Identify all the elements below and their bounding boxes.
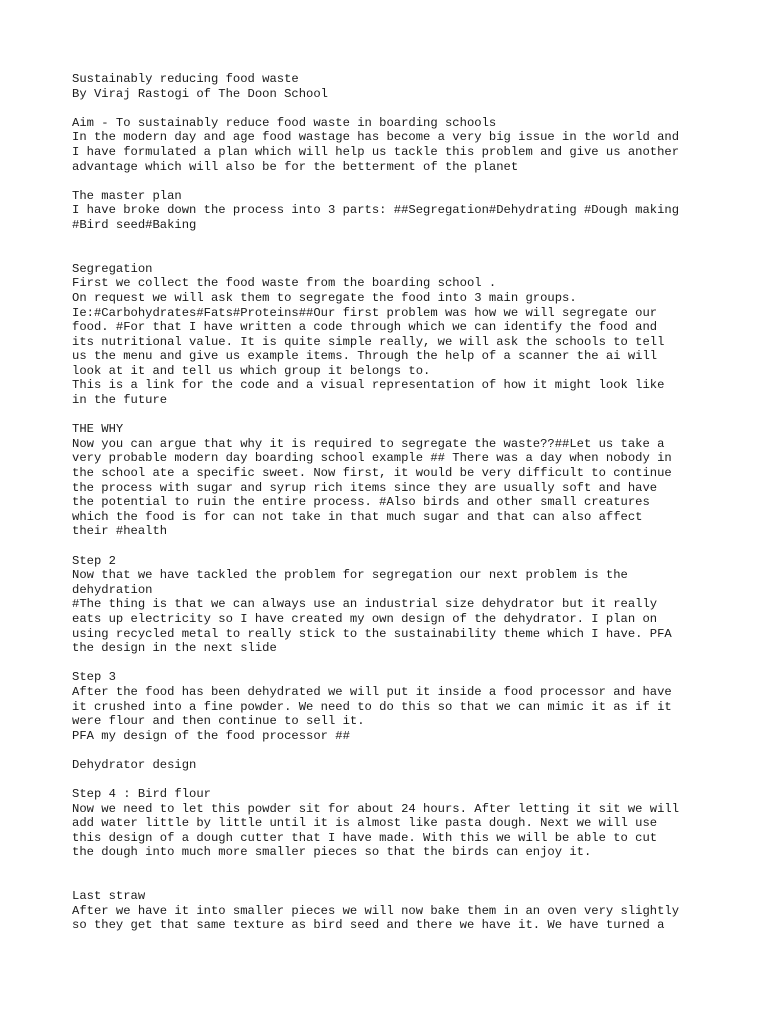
blank-line	[72, 408, 732, 423]
blank-line	[72, 743, 732, 758]
text-line: Step 3	[72, 670, 116, 685]
text-line: its nutritional value. It is quite simple really, we will ask the schools to tell	[72, 334, 665, 349]
text-line: #Bird seed#Baking	[72, 217, 197, 232]
text-line: Last straw	[72, 889, 146, 904]
text-line: the potential to ruin the entire process. #Also birds and other small creatures	[72, 495, 650, 510]
text-line: After the food has been dehydrated we will put it inside a food processor and have	[72, 684, 672, 699]
text-line: PFA my design of the food processor ##	[72, 728, 350, 743]
text-line: the design in the next slide	[72, 641, 277, 656]
text-line: Sustainably reducing food waste	[72, 72, 299, 86]
text-line: add water little by little until it is almost like pasta dough. Next we will use	[72, 816, 658, 831]
blank-line	[72, 773, 732, 788]
text-line: eats up electricity so I have created my own design of the dehydrator. I plan on	[72, 611, 658, 626]
blank-line	[72, 174, 732, 189]
text-line: I have formulated a plan which will help us tackle this problem and give us another	[72, 144, 680, 159]
blank-line	[72, 101, 732, 116]
text-line: the dough into much more smaller pieces so that the birds can enjoy it.	[72, 845, 592, 860]
text-line: in the future	[72, 393, 168, 408]
blank-line	[72, 539, 732, 554]
text-line: This is a link for the code and a visual representation of how it might look like	[72, 378, 665, 393]
blank-line	[72, 247, 732, 262]
text-line: I have broke down the process into 3 parts: ##Segregation#Dehydrating #Dough making	[72, 203, 680, 218]
text-line: THE WHY	[72, 422, 124, 437]
text-line: Now we need to let this powder sit for about 24 hours. After letting it sit we will	[72, 801, 680, 816]
text-line: us the menu and give us example items. Through the help of a scanner the ai will	[72, 349, 658, 364]
text-line: On request we will ask them to segregate the food into 3 main groups.	[72, 290, 577, 305]
text-line: After we have it into smaller pieces we will now bake them in an oven very slightly	[72, 903, 680, 918]
blank-line	[72, 875, 732, 890]
text-line: Ie:#Carbohydrates#Fats#Proteins##Our first problem was how we will segregate our	[72, 305, 658, 320]
text-line: the process with sugar and syrup rich items since they are usually soft and have	[72, 480, 658, 495]
text-line: #The thing is that we can always use an industrial size dehydrator but it really	[72, 597, 658, 612]
text-line: dehydration	[72, 582, 153, 597]
text-line: look at it and tell us which group it belongs to.	[72, 363, 431, 378]
blank-line	[72, 860, 732, 875]
document-body	[72, 72, 732, 933]
text-line: In the modern day and age food wastage has become a very big issue in the world and	[72, 130, 680, 145]
text-line: Aim - To sustainably reduce food waste in boarding schools	[72, 115, 497, 130]
text-line: food. #For that I have written a code through which we can identify the food and	[72, 320, 658, 335]
blank-line	[72, 233, 732, 248]
text-line: were flour and then continue to sell it.	[72, 714, 365, 729]
text-line: their #health	[72, 524, 168, 539]
text-line: this design of a dough cutter that I have made. With this we will be able to cut	[72, 830, 658, 845]
text-line: it crushed into a fine powder. We need to do this so that we can mimic it as if it	[72, 699, 672, 714]
text-line: the school ate a specific sweet. Now first, it would be very difficult to continue	[72, 466, 672, 481]
text-line: The master plan	[72, 188, 182, 203]
text-line: very probable modern day boarding school example ## There was a day when nobody in	[72, 451, 672, 466]
text-line: Now you can argue that why it is required to segregate the waste??##Let us take a	[72, 436, 665, 451]
text-line: By Viraj Rastogi of The Doon School	[72, 86, 328, 101]
blank-line	[72, 656, 732, 671]
text-line: Step 4 : Bird flour	[72, 787, 211, 802]
text-line: using recycled metal to really stick to the sustainability theme which I have. PFA	[72, 626, 672, 641]
text-line: Step 2	[72, 553, 116, 568]
text-line: First we collect the food waste from the boarding school .	[72, 276, 497, 291]
text-line: Dehydrator design	[72, 757, 197, 772]
text-line: Now that we have tackled the problem for segregation our next problem is the	[72, 568, 628, 583]
text-line: Segregation	[72, 261, 153, 276]
text-line: advantage which will also be for the betterment of the planet	[72, 159, 519, 174]
text-line: so they get that same texture as bird seed and there we have it. We have turned a	[72, 918, 665, 933]
text-line: which the food is for can not take in that much sugar and that can also affect	[72, 509, 643, 524]
